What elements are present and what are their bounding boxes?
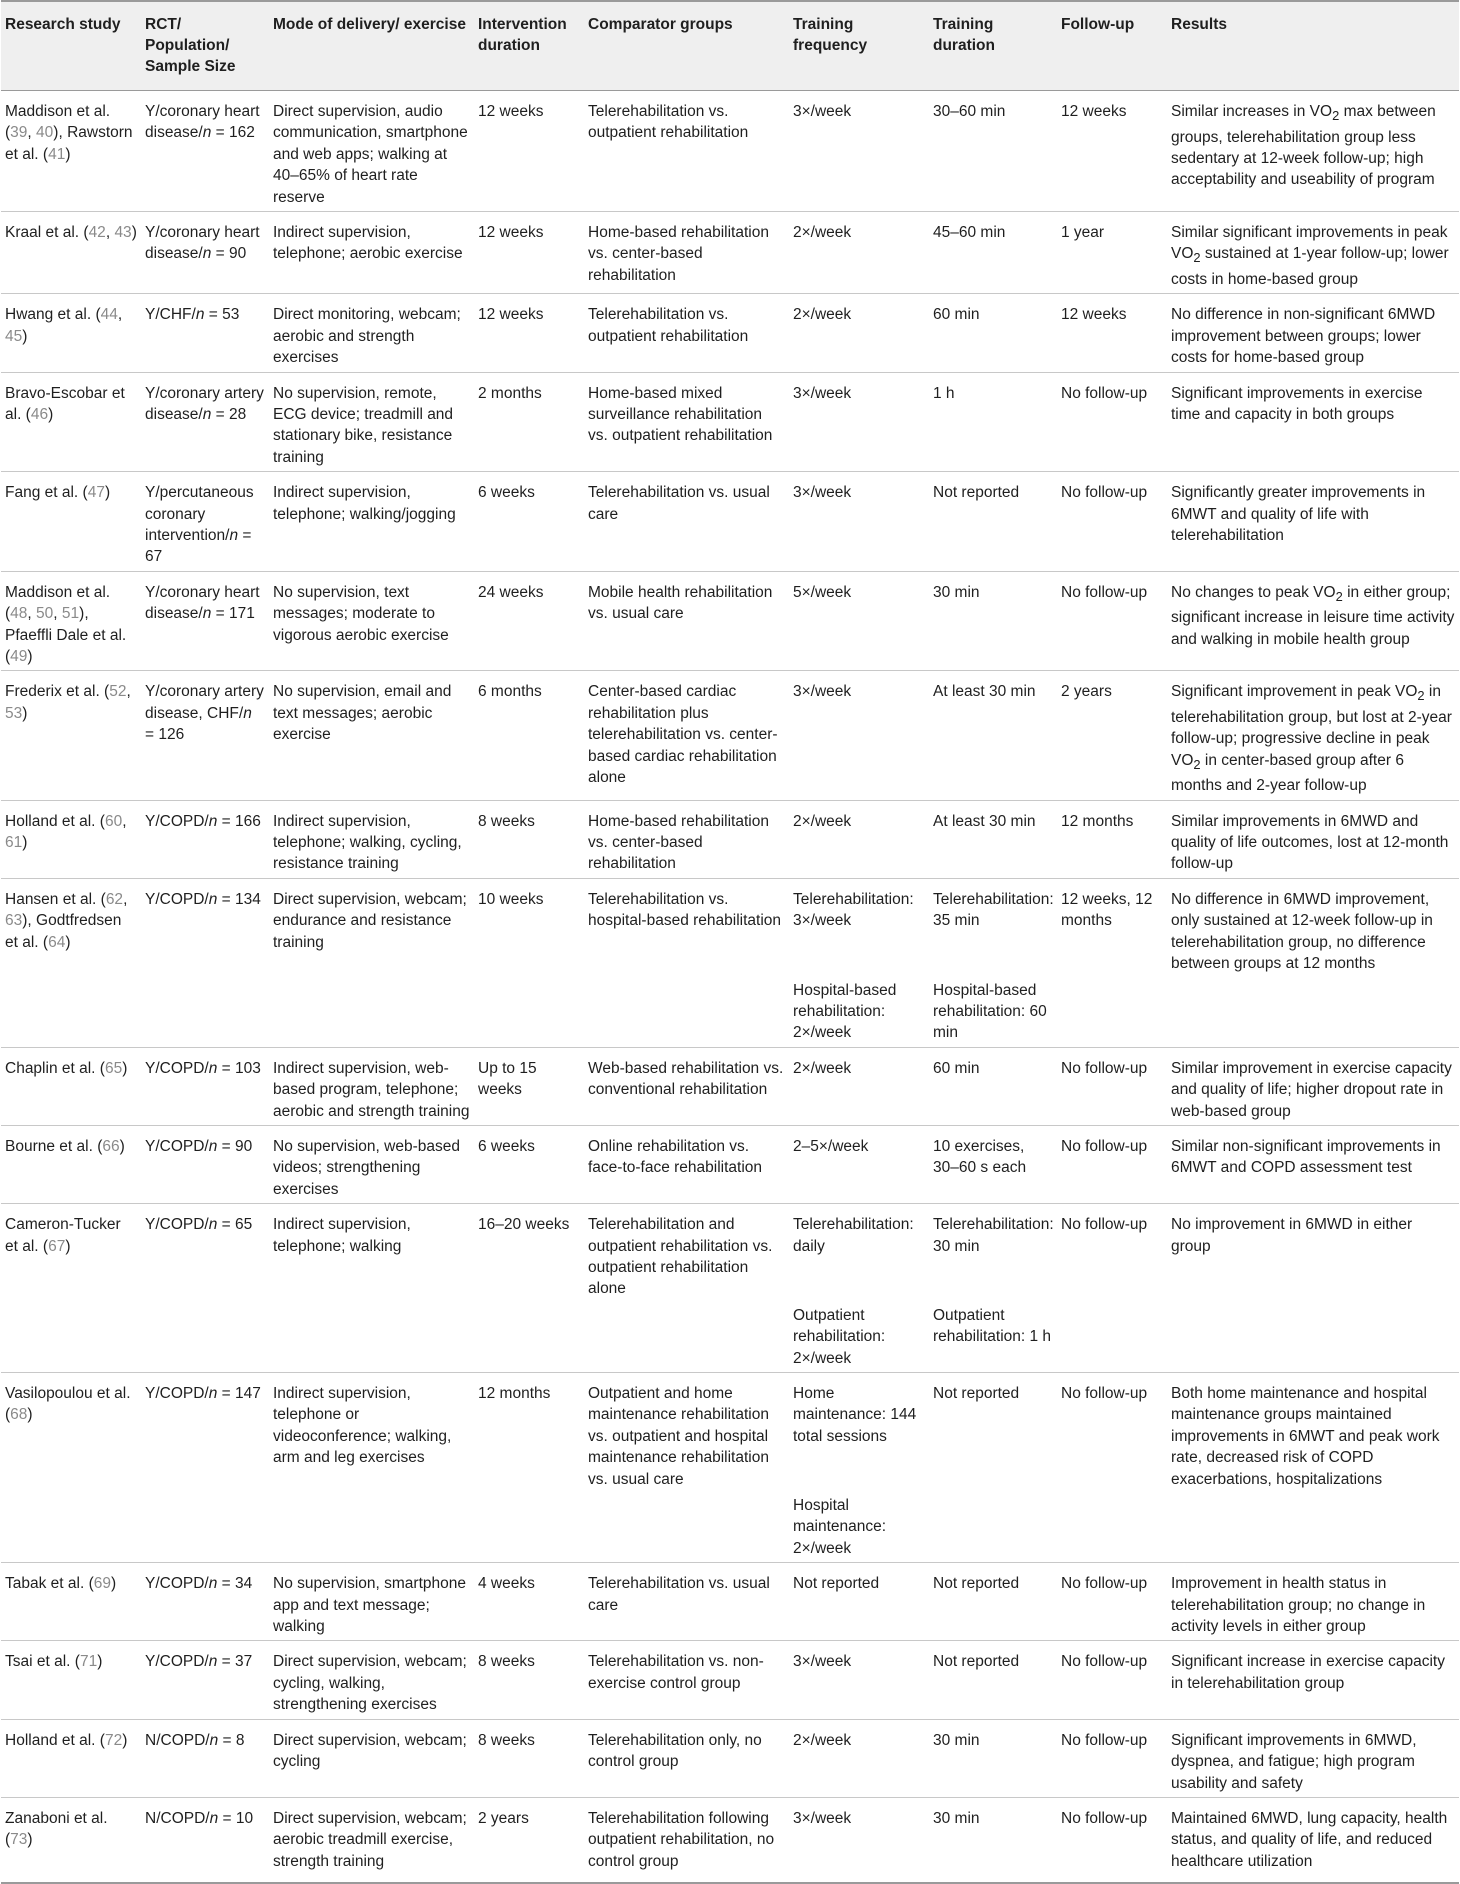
cell-research-study: Tsai et al. (71) (1, 1641, 141, 1719)
cell-training-duration: Outpatient rehabilitation: 1 h (933, 1306, 1052, 1346)
cell-research-study: Chaplin et al. (65) (1, 1047, 141, 1125)
cell-training-frequency: 2×/week (789, 1719, 929, 1797)
cell-training-duration: 10 exercises, 30–60 s each (929, 1125, 1057, 1203)
cell-research-study: Tabak et al. (69) (1, 1563, 141, 1641)
cell-intervention-duration: 6 weeks (474, 472, 584, 572)
cell-comparator-groups: Telerehabilitation vs. non-exercise control group (584, 1641, 789, 1719)
cell-results: Significant improvements in exercise time and capacity in both groups (1167, 372, 1459, 472)
cell-follow-up: No follow-up (1057, 1204, 1167, 1303)
cell-research-study (1, 1303, 141, 1373)
cell-research-study: Bravo-Escobar et al. (46) (1, 372, 141, 472)
cell-follow-up: No follow-up (1057, 1563, 1167, 1641)
header-rct-population: RCT/ Population/ Sample Size (141, 1, 269, 91)
cell-intervention-duration: 6 months (474, 671, 584, 800)
cell-training-duration: Telerehabilitation: 30 min (929, 1204, 1057, 1303)
table-row-continuation (1, 978, 1459, 1048)
cell-intervention-duration: 2 years (474, 1797, 584, 1883)
cell-mode-of-delivery: No supervision, text messages; moderate to vigorous aerobic exercise (269, 571, 474, 671)
cell-training-duration: Not reported (929, 1563, 1057, 1641)
cell-results: Significant increase in exercise capacity in telerehabilitation group (1167, 1641, 1459, 1719)
cell-mode-of-delivery: Direct monitoring, webcam; aerobic and strength exercises (269, 294, 474, 372)
cell-follow-up: No follow-up (1057, 1125, 1167, 1203)
cell-comparator-groups (584, 978, 789, 1048)
cell-research-study: Maddison et al. (39, 40), Rawstorn et al. (41) (1, 91, 141, 212)
cell-mode-of-delivery (269, 1493, 474, 1563)
cell-rct-population: Y/COPD/n = 34 (141, 1563, 269, 1641)
header-comparator-groups: Comparator groups (584, 1, 789, 91)
cell-intervention-duration: 10 weeks (474, 878, 584, 977)
table-row (1, 1641, 1459, 1719)
cell-rct-population: Y/coronary heart disease/n = 90 (141, 212, 269, 294)
cell-research-study: Frederix et al. (52, 53) (1, 671, 141, 800)
table-row (1, 878, 1459, 977)
cell-rct-population: Y/COPD/n = 147 (141, 1373, 269, 1494)
cell-rct-population: Y/coronary artery disease/n = 28 (141, 372, 269, 472)
cell-training-frequency: 2×/week (789, 294, 929, 372)
cell-follow-up (1057, 1493, 1167, 1563)
cell-comparator-groups: Center-based cardiac rehabilitation plus telerehabilitation vs. center-based cardiac rehabilitation alone (584, 671, 789, 800)
table-row (1, 671, 1459, 800)
cell-comparator-groups: Online rehabilitation vs. face-to-face rehabilitation (584, 1125, 789, 1203)
table-row-continuation (1, 1303, 1459, 1373)
cell-results: Similar significant improvements in peak $VO_2$ sustained at 1-year follow-up; lower costs in home-based group (1167, 212, 1459, 294)
cell-comparator-groups (584, 1303, 789, 1373)
cell-rct-population: Y/COPD/n = 166 (141, 800, 269, 878)
cell-rct-population: Y/COPD/n = 65 (141, 1204, 269, 1303)
cell-results: Similar improvements in 6MWD and quality of life outcomes, lost at 12-month follow-up (1167, 800, 1459, 878)
cell-comparator-groups: Mobile health rehabilitation vs. usual care (584, 571, 789, 671)
cell-intervention-duration: 8 weeks (474, 1719, 584, 1797)
cell-comparator-groups: Home-based mixed surveillance rehabilitation vs. outpatient rehabilitation (584, 372, 789, 472)
cell-follow-up: 2 years (1057, 671, 1167, 800)
cell-results: No difference in 6MWD improvement, only sustained at 12-week follow-up in telerehabilitation group, no difference between groups at 12 months (1167, 878, 1459, 977)
cell-results: Significant improvement in peak $VO_2$ in telerehabilitation group, but lost at 2-year follow-up; progressive decline in peak $VO_2$ in center-based group after 6 months and 2-year follow-up (1167, 671, 1459, 800)
cell-training-frequency: 5×/week (789, 571, 929, 671)
cell-mode-of-delivery: Direct supervision, webcam; endurance and resistance training (269, 878, 474, 977)
cell-training-duration: At least 30 min (929, 671, 1057, 800)
cell-follow-up: 12 weeks (1057, 91, 1167, 212)
cell-training-duration: 30 min (929, 1797, 1057, 1883)
studies-table (1, 0, 1459, 1884)
cell-mode-of-delivery: Indirect supervision, telephone; aerobic exercise (269, 212, 474, 294)
header-research-study: Research study (1, 1, 141, 91)
cell-follow-up: No follow-up (1057, 571, 1167, 671)
cell-rct-population: N/COPD/n = 10 (141, 1797, 269, 1883)
cell-results: Significantly greater improvements in 6MWT and quality of life with telerehabilitation (1167, 472, 1459, 572)
cell-mode-of-delivery: Indirect supervision, web-based program, telephone; aerobic and strength training (269, 1047, 474, 1125)
cell-results: Both home maintenance and hospital maintenance groups maintained improvements in 6MWT and peak work rate, decreased risk of COPD exacerbations, hospitalizations (1167, 1373, 1459, 1494)
cell-training-frequency: 3×/week (789, 472, 929, 572)
cell-training-frequency: 3×/week (789, 1641, 929, 1719)
cell-results: No changes to peak $VO_2$ in either group; significant increase in leisure time activity and walking in mobile health group (1167, 571, 1459, 671)
cell-training-duration: 60 min (929, 1047, 1057, 1125)
cell-rct-population: Y/COPD/n = 134 (141, 878, 269, 977)
cell-intervention-duration (474, 978, 584, 1048)
cell-training-frequency: Home maintenance: 144 total sessions (789, 1373, 929, 1494)
header-results: Results (1167, 1, 1459, 91)
cell-training-duration: At least 30 min (929, 800, 1057, 878)
cell-training-frequency: 2×/week (789, 1047, 929, 1125)
cell-research-study: Holland et al. (72) (1, 1719, 141, 1797)
cell-follow-up: No follow-up (1057, 472, 1167, 572)
cell-comparator-groups: Web-based rehabilitation vs. conventional rehabilitation (584, 1047, 789, 1125)
cell-training-frequency: Outpatient rehabilitation: 2×/week (793, 1306, 886, 1367)
cell-training-duration: 1 h (929, 372, 1057, 472)
cell-results: Significant improvements in 6MWD, dyspnea, and fatigue; high program usability and safety (1167, 1719, 1459, 1797)
cell-research-study: Hwang et al. (44, 45) (1, 294, 141, 372)
cell-research-study (1, 1493, 141, 1563)
cell-intervention-duration: 12 weeks (474, 212, 584, 294)
header-follow-up: Follow-up (1057, 1, 1167, 91)
cell-research-study: Maddison et al. (48, 50, 51), Pfaeffli Dale et al. (49) (1, 571, 141, 671)
cell-comparator-groups: Home-based rehabilitation vs. center-based rehabilitation (584, 212, 789, 294)
cell-rct-population (141, 1303, 269, 1373)
cell-research-study (1, 978, 141, 1048)
header-training-frequency: Training frequency (789, 1, 929, 91)
cell-training-frequency: Telerehabilitation: 3×/week (789, 878, 929, 977)
cell-rct-population (141, 1493, 269, 1563)
cell-rct-population: N/COPD/n = 8 (141, 1719, 269, 1797)
cell-training-duration: 30–60 min (929, 91, 1057, 212)
cell-results: Improvement in health status in telerehabilitation group; no change in activity levels in either group (1167, 1563, 1459, 1641)
cell-training-frequency: 3×/week (789, 1797, 929, 1883)
table-row (1, 571, 1459, 671)
cell-follow-up: No follow-up (1057, 1719, 1167, 1797)
cell-research-study: Holland et al. (60, 61) (1, 800, 141, 878)
cell-follow-up: 12 weeks, 12 months (1057, 878, 1167, 977)
cell-training-frequency: Hospital maintenance: 2×/week (793, 1497, 887, 1557)
table-row (1, 800, 1459, 878)
cell-rct-population (141, 978, 269, 1048)
header-intervention-duration: Intervention duration (474, 1, 584, 91)
cell-comparator-groups: Telerehabilitation vs. usual care (584, 472, 789, 572)
cell-training-frequency: 3×/week (789, 372, 929, 472)
cell-mode-of-delivery: Direct supervision, audio communication, smartphone and web apps; walking at 40–65% of heart rate reserve (269, 91, 474, 212)
cell-intervention-duration: Up to 15 weeks (474, 1047, 584, 1125)
cell-comparator-groups: Telerehabilitation only, no control group (584, 1719, 789, 1797)
cell-intervention-duration: 8 weeks (474, 1641, 584, 1719)
cell-training-duration: Not reported (929, 1641, 1057, 1719)
cell-research-study: Kraal et al. (42, 43) (1, 212, 141, 294)
cell-comparator-groups: Telerehabilitation vs. outpatient rehabilitation (584, 91, 789, 212)
cell-rct-population: Y/coronary artery disease, CHF/n = 126 (141, 671, 269, 800)
cell-mode-of-delivery: Indirect supervision, telephone; walking (269, 1204, 474, 1303)
table-header-row (1, 1, 1459, 91)
cell-results: Similar improvement in exercise capacity and quality of life; higher dropout rate in web-based group (1167, 1047, 1459, 1125)
cell-rct-population: Y/COPD/n = 37 (141, 1641, 269, 1719)
table-row (1, 91, 1459, 212)
header-training-duration: Training duration (929, 1, 1057, 91)
table-row (1, 1563, 1459, 1641)
cell-follow-up: 12 weeks (1057, 294, 1167, 372)
cell-results (1167, 1303, 1459, 1373)
cell-training-frequency: 2–5×/week (789, 1125, 929, 1203)
cell-follow-up: No follow-up (1057, 1797, 1167, 1883)
cell-comparator-groups (584, 1493, 789, 1563)
cell-intervention-duration (474, 1303, 584, 1373)
cell-training-frequency: 3×/week (789, 91, 929, 212)
cell-follow-up: No follow-up (1057, 1047, 1167, 1125)
cell-intervention-duration: 4 weeks (474, 1563, 584, 1641)
table-row (1, 294, 1459, 372)
cell-results (1167, 978, 1459, 1048)
cell-results (1167, 1493, 1459, 1563)
cell-mode-of-delivery: Indirect supervision, telephone or videoconference; walking, arm and leg exercises (269, 1373, 474, 1494)
cell-intervention-duration: 12 weeks (474, 91, 584, 212)
cell-intervention-duration: 16–20 weeks (474, 1204, 584, 1303)
cell-rct-population: Y/coronary heart disease/n = 171 (141, 571, 269, 671)
cell-training-frequency: 3×/week (789, 671, 929, 800)
cell-research-study: Cameron-Tucker et al. (67) (1, 1204, 141, 1303)
table-row (1, 1797, 1459, 1883)
cell-mode-of-delivery: No supervision, email and text messages; aerobic exercise (269, 671, 474, 800)
cell-training-duration: Not reported (929, 1373, 1057, 1494)
cell-results: Similar increases in $VO_2$ max between groups, telerehabilitation group less sedentary at 12-week follow-up; high acceptability and useability of program (1167, 91, 1459, 212)
cell-mode-of-delivery: Direct supervision, webcam; aerobic treadmill exercise, strength training (269, 1797, 474, 1883)
cell-results: Maintained 6MWD, lung capacity, health status, and quality of life, and reduced healthcare utilization (1167, 1797, 1459, 1883)
cell-training-duration: 60 min (929, 294, 1057, 372)
cell-training-frequency: 2×/week (789, 800, 929, 878)
cell-follow-up: No follow-up (1057, 372, 1167, 472)
table-row (1, 372, 1459, 472)
cell-follow-up: 1 year (1057, 212, 1167, 294)
cell-intervention-duration: 24 weeks (474, 571, 584, 671)
cell-training-duration: 30 min (929, 571, 1057, 671)
cell-mode-of-delivery (269, 1303, 474, 1373)
cell-training-duration: Telerehabilitation: 35 min (929, 878, 1057, 977)
cell-rct-population: Y/COPD/n = 103 (141, 1047, 269, 1125)
table-row (1, 1373, 1459, 1494)
table-row (1, 212, 1459, 294)
cell-training-frequency: Hospital-based rehabilitation: 2×/week (793, 981, 897, 1042)
cell-comparator-groups: Telerehabilitation vs. outpatient rehabilitation (584, 294, 789, 372)
cell-intervention-duration: 2 months (474, 372, 584, 472)
cell-rct-population: Y/percutaneous coronary intervention/n = 67 (141, 472, 269, 572)
cell-mode-of-delivery (269, 978, 474, 1048)
cell-research-study: Vasilopoulou et al. (68) (1, 1373, 141, 1494)
cell-training-duration: 45–60 min (929, 212, 1057, 294)
cell-results: Similar non-significant improvements in 6MWT and COPD assessment test (1167, 1125, 1459, 1203)
cell-rct-population: Y/CHF/n = 53 (141, 294, 269, 372)
cell-results: No difference in non-significant 6MWD improvement between groups; lower costs for home-based group (1167, 294, 1459, 372)
cell-rct-population: Y/coronary heart disease/n = 162 (141, 91, 269, 212)
cell-rct-population: Y/COPD/n = 90 (141, 1125, 269, 1203)
cell-follow-up: 12 months (1057, 800, 1167, 878)
table-row (1, 1125, 1459, 1203)
cell-intervention-duration: 12 months (474, 1373, 584, 1494)
cell-follow-up (1057, 1303, 1167, 1373)
cell-mode-of-delivery: Direct supervision, webcam; cycling, walking, strengthening exercises (269, 1641, 474, 1719)
cell-mode-of-delivery: Direct supervision, webcam; cycling (269, 1719, 474, 1797)
table-row (1, 472, 1459, 572)
cell-mode-of-delivery: Indirect supervision, telephone; walking, cycling, resistance training (269, 800, 474, 878)
cell-mode-of-delivery: No supervision, remote, ECG device; treadmill and stationary bike, resistance training (269, 372, 474, 472)
cell-mode-of-delivery: No supervision, smartphone app and text message; walking (269, 1563, 474, 1641)
cell-training-duration: 30 min (929, 1719, 1057, 1797)
cell-comparator-groups: Home-based rehabilitation vs. center-based rehabilitation (584, 800, 789, 878)
cell-research-study: Hansen et al. (62, 63), Godtfredsen et al. (64) (1, 878, 141, 977)
cell-results: No improvement in 6MWD in either group (1167, 1204, 1459, 1303)
cell-follow-up: No follow-up (1057, 1373, 1167, 1494)
cell-training-duration (929, 1493, 1057, 1563)
table-row (1, 1719, 1459, 1797)
table-row (1, 1047, 1459, 1125)
cell-comparator-groups: Telerehabilitation vs. hospital-based rehabilitation (584, 878, 789, 977)
cell-mode-of-delivery: No supervision, web-based videos; strengthening exercises (269, 1125, 474, 1203)
cell-research-study: Zanaboni et al. (73) (1, 1797, 141, 1883)
cell-research-study: Fang et al. (47) (1, 472, 141, 572)
table-row (1, 1204, 1459, 1303)
cell-comparator-groups: Telerehabilitation vs. usual care (584, 1563, 789, 1641)
cell-training-duration: Hospital-based rehabilitation: 60 min (933, 981, 1047, 1042)
cell-follow-up: No follow-up (1057, 1641, 1167, 1719)
cell-intervention-duration: 12 weeks (474, 294, 584, 372)
cell-comparator-groups: Telerehabilitation and outpatient rehabilitation vs. outpatient rehabilitation alone (584, 1204, 789, 1303)
cell-research-study: Bourne et al. (66) (1, 1125, 141, 1203)
cell-training-frequency: 2×/week (789, 212, 929, 294)
table-row-continuation (1, 1493, 1459, 1563)
cell-training-duration: Not reported (929, 472, 1057, 572)
cell-training-frequency: Telerehabilitation: daily (789, 1204, 929, 1303)
cell-training-frequency: Not reported (789, 1563, 929, 1641)
cell-comparator-groups: Telerehabilitation following outpatient rehabilitation, no control group (584, 1797, 789, 1883)
header-mode-of-delivery: Mode of delivery/ exercise (269, 1, 474, 91)
cell-intervention-duration (474, 1493, 584, 1563)
cell-intervention-duration: 8 weeks (474, 800, 584, 878)
cell-comparator-groups: Outpatient and home maintenance rehabilitation vs. outpatient and hospital maintenance rehabilitation vs. usual care (584, 1373, 789, 1494)
cell-intervention-duration: 6 weeks (474, 1125, 584, 1203)
cell-mode-of-delivery: Indirect supervision, telephone; walking/jogging (269, 472, 474, 572)
cell-follow-up (1057, 978, 1167, 1048)
